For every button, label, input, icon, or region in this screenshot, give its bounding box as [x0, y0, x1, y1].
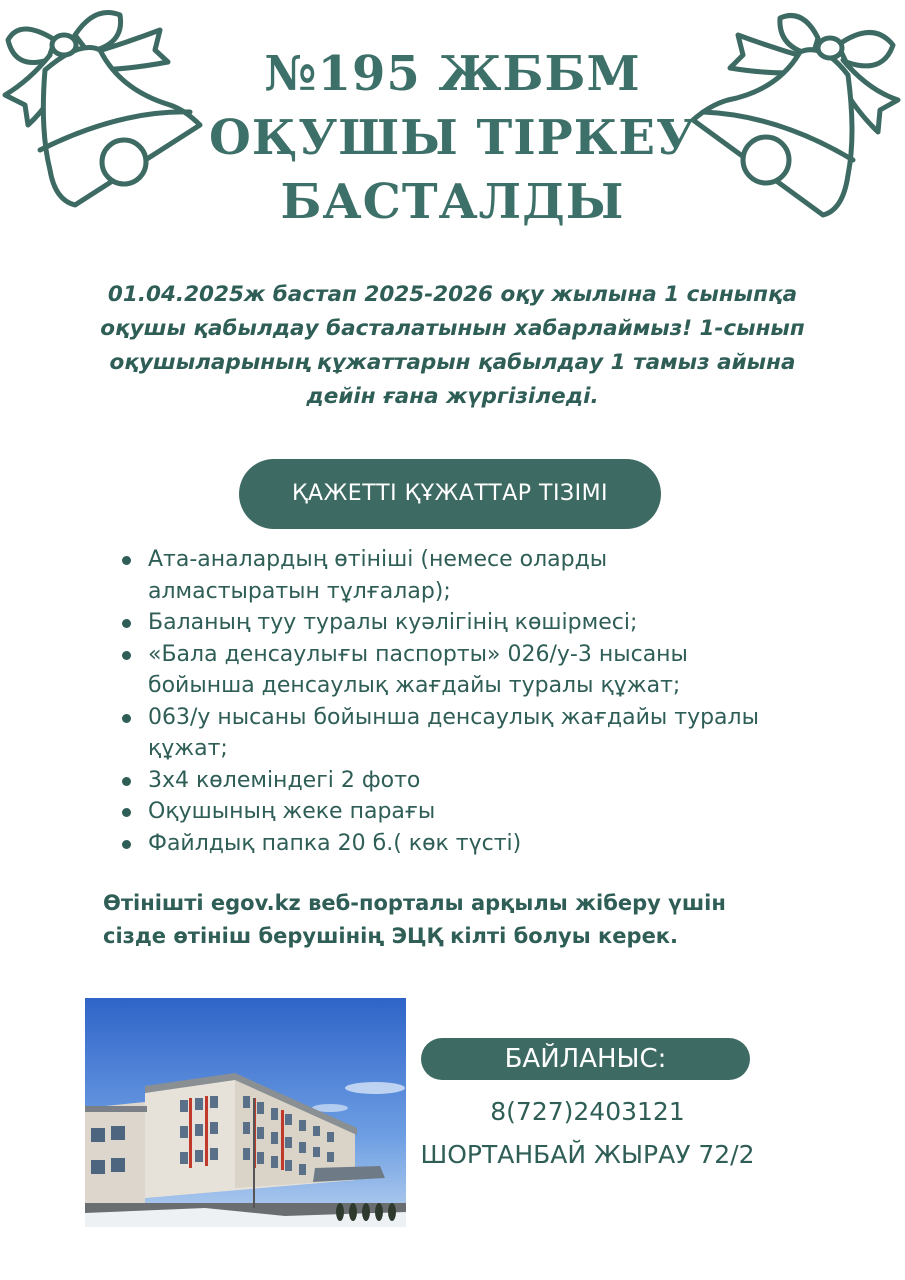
list-item-line-1: 3х4 көлеміндегі 2 фото — [148, 767, 421, 793]
school-building-photo — [85, 998, 406, 1227]
intro-line-4: дейін ғана жүргізіледі. — [306, 384, 599, 409]
note-line-1: Өтінішті egov.kz веб-порталы арқылы жіберу үшін — [103, 891, 726, 915]
documents-heading-badge: ҚАЖЕТТІ ҚҰЖАТТАР ТІЗІМІ — [239, 459, 661, 529]
list-item-line-2: құжат; — [148, 736, 228, 761]
contact-address: ШОРТАНБАЙ ЖЫРАУ 72/2 — [420, 1140, 755, 1169]
list-item-line-2: алмастыратын тұлғалар); — [148, 578, 451, 604]
bullet-icon — [122, 556, 131, 565]
list-item — [120, 828, 840, 860]
bullet-icon — [122, 651, 131, 660]
title-line-3: БАСТАЛДЫ — [280, 174, 625, 230]
list-item-line-1: Ата-аналардың өтініші (немесе оларды — [148, 547, 608, 572]
list-item-line-1: Оқушының жеке парағы — [148, 799, 436, 824]
list-item-line-2: бойынша денсаулық жағдайы туралы құжат; — [148, 673, 681, 698]
bullet-icon — [122, 619, 131, 628]
contact-phone: 8(727)2403121 — [490, 1097, 685, 1126]
list-item — [120, 544, 840, 607]
list-item-line-1: 063/у нысаны бойынша денсаулық жағдайы туралы — [148, 704, 759, 730]
list-item — [120, 607, 840, 639]
list-item-line-1: Файлдық папка 20 б.( көк түсті) — [148, 830, 522, 856]
list-item — [120, 702, 840, 765]
note-line-2: сізде өтініш берушінің ЭЦҚ кілті болуы керек. — [103, 924, 679, 948]
intro-line-1: 01.04.2025ж бастап 2025-2026 оқу жылына 1 сыныпқа — [107, 282, 798, 307]
intro-line-2: оқушы қабылдау басталатынын хабарлаймыз! 1-сынып — [100, 316, 805, 341]
list-item — [120, 796, 840, 828]
intro-line-3: оқушыларының құжаттарын қабылдау 1 тамыз айына — [109, 350, 796, 375]
egov-note — [103, 887, 863, 953]
list-item-line-1: Баланың туу туралы куәлігінің көшірмесі; — [148, 610, 638, 635]
documents-list — [120, 544, 840, 859]
list-item — [120, 765, 840, 797]
list-item-line-1: «Бала денсаулығы паспорты» 026/у-3 нысаны — [148, 641, 688, 667]
title-line-2: ОҚУШЫ ТІРКЕУ — [209, 110, 696, 166]
bullet-icon — [122, 714, 131, 723]
intro-paragraph — [50, 278, 855, 414]
contact-heading-badge: БАЙЛАНЫС: — [421, 1038, 750, 1080]
page-title — [150, 42, 755, 234]
list-item — [120, 639, 840, 702]
bullet-icon — [122, 840, 131, 849]
title-line-1: №195 ЖББМ — [264, 46, 641, 102]
bullet-icon — [122, 808, 131, 817]
bullet-icon — [122, 777, 131, 786]
